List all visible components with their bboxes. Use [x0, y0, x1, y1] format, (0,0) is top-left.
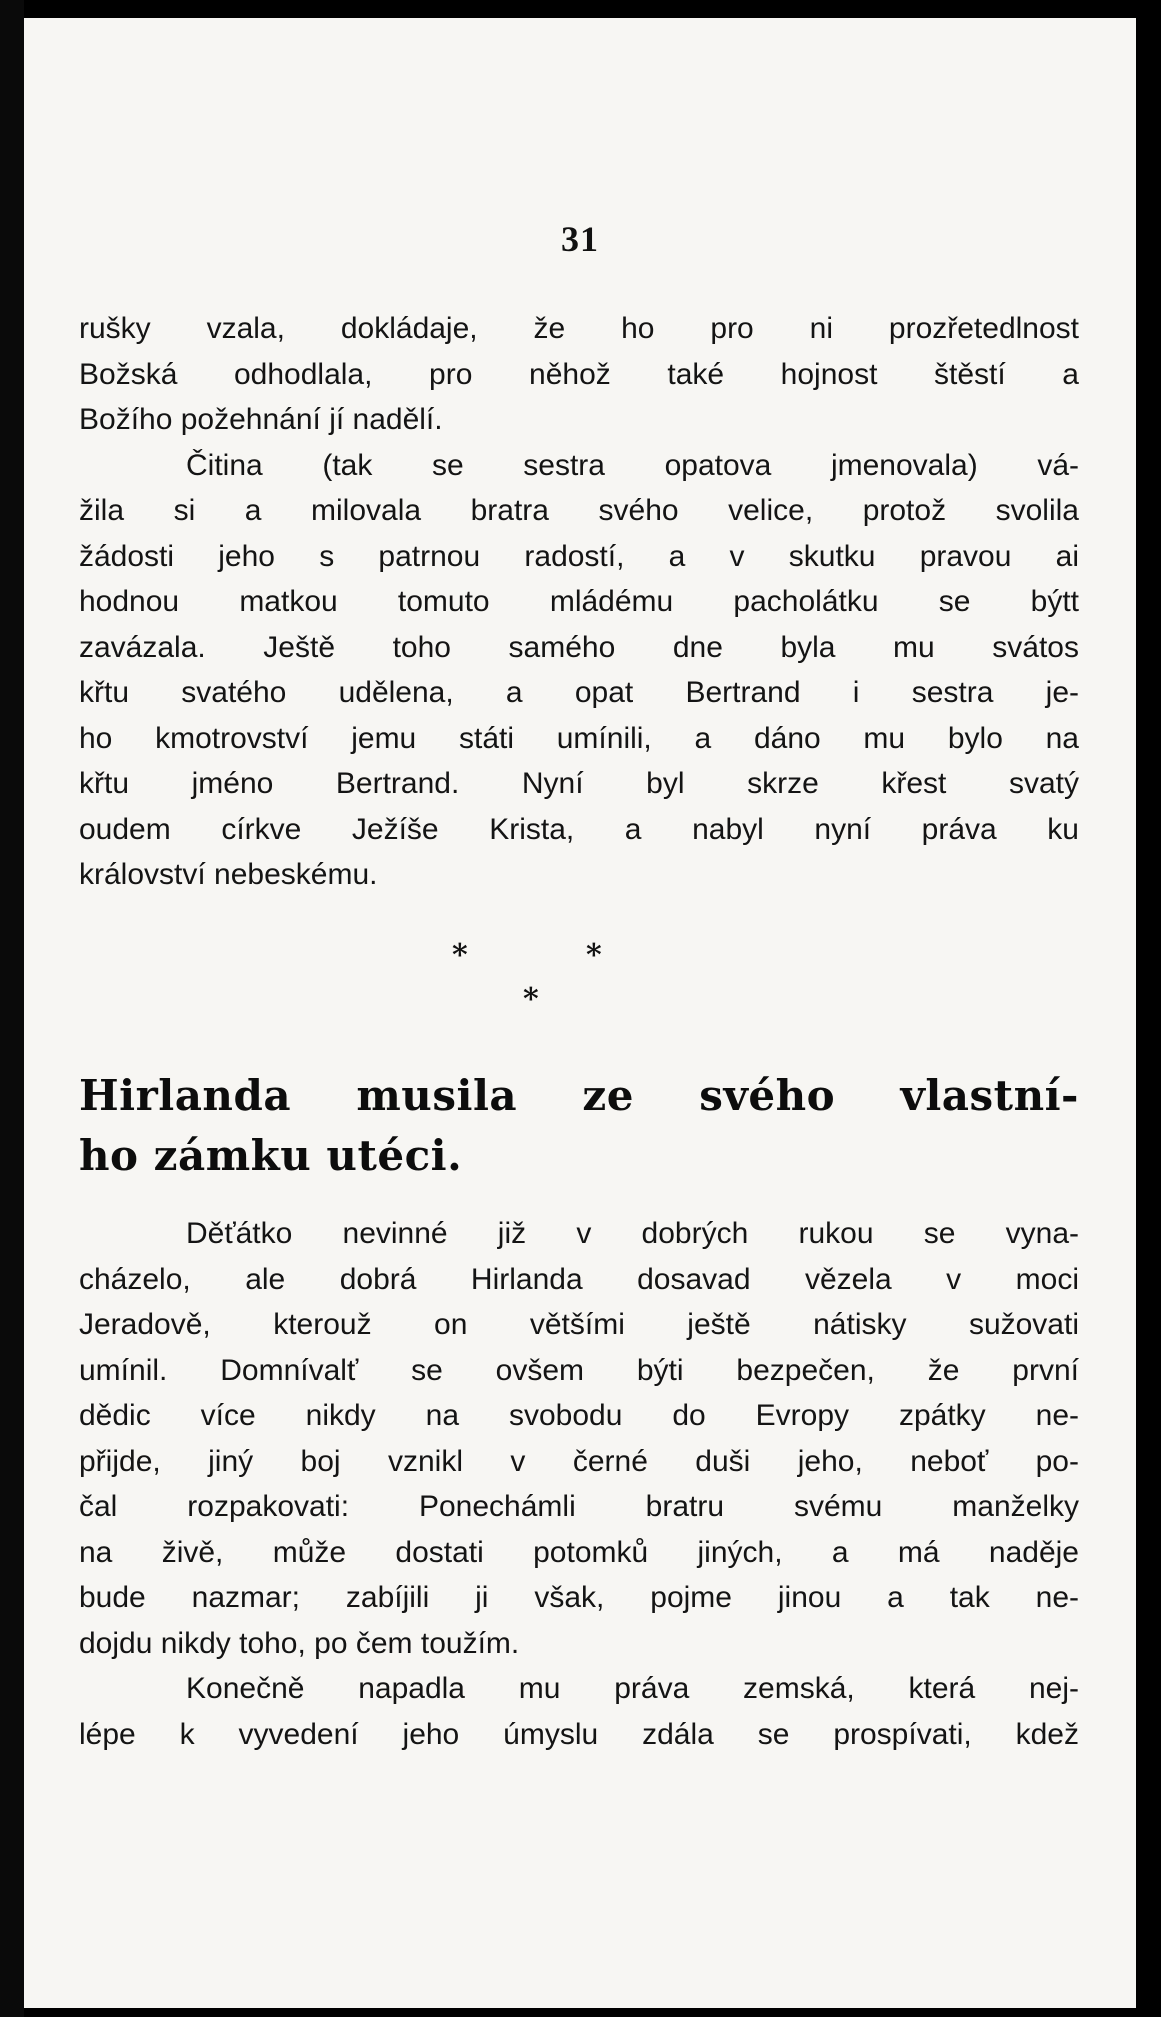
scan-edge — [0, 0, 24, 2017]
text-line: dědic více nikdy na svobodu do Evropy zpátky ne- — [79, 1399, 1079, 1432]
text-line: žila si a milovala bratra svého velice, protož svolila — [79, 494, 1079, 527]
asterisk-separator: * — [452, 938, 468, 973]
text-line: křtu jméno Bertrand. Nyní byl skrze křest svatý — [79, 767, 1079, 800]
heading-line: Hirlanda musila ze svého vlastní- — [79, 1071, 1079, 1120]
text-line: dojdu nikdy toho, po čem toužím. — [79, 1626, 520, 1660]
text-line: hodnou matkou tomuto mládému pacholátku se býtt — [79, 585, 1079, 618]
text-line: oudem církve Ježíše Krista, a nabyl nyní práva ku — [79, 812, 1079, 846]
text-line: lépe k vyvedení jeho úmyslu zdála se prospívati, kdež — [79, 1717, 1079, 1751]
text-line: Konečně napadla mu práva zemská, která nej- — [186, 1672, 1079, 1705]
text-line: na živě, může dostati potomků jiných, a má naděje — [79, 1535, 1079, 1569]
text-line: rušky vzala, dokládaje, že ho pro ni prozřetedlnost — [79, 312, 1079, 345]
section-separator — [24, 938, 1136, 1028]
text-line: křtu svatého udělena, a opat Bertrand i sestra je- — [79, 676, 1079, 709]
text-line: zavázala. Ještě toho samého dne byla mu svátos — [79, 630, 1079, 664]
text-line: Čitina (tak se sestra opatova jmenovala) vá- — [186, 448, 1079, 482]
text-line: cházelo, ale dobrá Hirlanda dosavad vězela v moci — [79, 1262, 1079, 1296]
text-line: Děťátko nevinné již v dobrých rukou se vyna- — [186, 1217, 1079, 1250]
chapter-heading — [79, 1066, 1079, 1186]
text-line: čal rozpakovati: Ponechámli bratru svému manželky — [79, 1490, 1079, 1523]
paragraph-baptism — [79, 306, 1079, 898]
text-line: ho kmotrovství jemu státi umínili, a dáno mu bylo na — [79, 721, 1079, 755]
text-line: Jeradově, kterouž on většími ještě nátisky sužovati — [79, 1308, 1079, 1341]
asterisk-separator: * — [523, 982, 539, 1017]
asterisk-separator: * — [586, 938, 602, 973]
text-line: Božská odhodlala, pro něhož také hojnost štěstí a — [79, 357, 1079, 391]
text-line: žádosti jeho s patrnou radostí, a v skutku pravou ai — [79, 539, 1079, 573]
page-number: 31 — [561, 219, 599, 259]
text-line: přijde, jiný boj vznikl v černé duši jeho, neboť po- — [79, 1444, 1079, 1478]
paragraph-hirlanda — [79, 1211, 1079, 1757]
book-page — [24, 18, 1136, 2008]
text-line: Božího požehnání jí nadělí. — [79, 403, 443, 436]
text-line: umínil. Domnívalť se ovšem býti bezpečen, že první — [79, 1353, 1079, 1387]
text-line: bude nazmar; zabíjili ji však, pojme jinou a tak ne- — [79, 1581, 1079, 1614]
heading-line: ho zámku utéci. — [79, 1131, 463, 1180]
text-line: království nebeskému. — [79, 858, 378, 891]
